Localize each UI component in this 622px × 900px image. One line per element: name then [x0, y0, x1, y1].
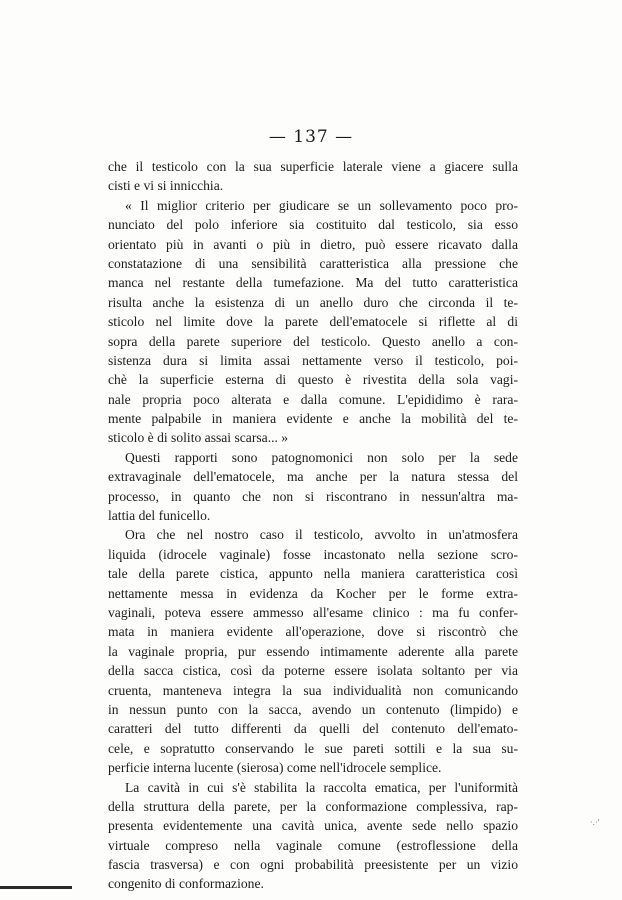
text-line: cruenta, manteneva integra la sua individualità non comunicando	[108, 682, 518, 698]
text-line: mata in maniera evidente all'operazione, dove si riscontrò che	[108, 624, 518, 640]
text-line: nunciato del polo inferiore sia costituito dal testicolo, sia esso	[108, 217, 518, 233]
text-line: della sacca cistica, così da poterne essere isolata soltanto per via	[108, 663, 518, 679]
text-line: della struttura della parete, per la conformazione complessiva, rap-	[108, 798, 518, 814]
text-line: sticolo nel limite dove la parete dell'ematocele si riflette al di	[108, 314, 518, 330]
text-line: « Il miglior criterio per giudicare se un sollevamento poco pro-	[125, 197, 518, 213]
text-line: caratteri del tutto differenti da quelli del contenuto dell'emato-	[108, 721, 518, 737]
text-line: cisti e vi si innicchia.	[108, 178, 224, 194]
text-line: sopra della parete superiore del testicolo. Questo anello a con-	[108, 333, 518, 349]
text-line: tale della parete cistica, appunto nella maniera caratteristica così	[108, 566, 518, 582]
text-line: Questi rapporti sono patognomonici non solo per la sede	[125, 449, 518, 465]
text-line: in nessun punto con la sacca, avendo un contenuto (limpido) e	[108, 701, 518, 717]
text-line: chè la superficie esterna di questo è rivestita della sola vagi-	[108, 372, 518, 388]
page-number: — 137 —	[268, 127, 354, 147]
text-line: vaginali, poteva essere ammesso all'esame clinico : ma fu confer-	[108, 604, 518, 620]
text-line: congenito di conformazione.	[108, 876, 264, 892]
text-line: mente palpabile in maniera evidente e anche la mobilità del te-	[108, 411, 518, 427]
text-line: extravaginale dell'ematocele, ma anche per la natura stessa del	[108, 469, 518, 485]
text-line: La cavità in cui s'è stabilita la raccolta ematica, per l'uniformità	[125, 779, 518, 795]
scan-speck: ·.·'	[590, 818, 600, 827]
text-line: nettamente messa in evidenza da Kocher per le forme extra-	[108, 585, 518, 601]
text-line: nale propria poco alterata e dalla comune. L'epididimo è rara-	[108, 391, 518, 407]
text-line: che il testicolo con la sua superficie laterale viene a giacere sulla	[108, 159, 518, 174]
text-line: fascia trasversa) e con ogni probabilità preesistente per un vizio	[108, 857, 518, 873]
text-line: orientato più in avanti o più in dietro, può essere ricavato dalla	[108, 236, 518, 252]
text-line: sistenza dura si limita assai nettamente verso il testicolo, poi-	[108, 352, 518, 368]
text-line: presenta evidentemente una cavità unica, avente sede nello spazio	[108, 818, 518, 834]
text-line: constatazione di una sensibilità caratteristica alla pressione che	[108, 255, 518, 271]
text-line: risulta anche la esistenza di un anello duro che circonda il te-	[108, 294, 518, 310]
text-line: la vaginale propria, pur essendo intimamente aderente alla parete	[108, 643, 518, 659]
text-line: liquida (idrocele vaginale) fosse incastonato nella sezione scro-	[108, 546, 518, 562]
text-line: lattia del funicello.	[108, 508, 211, 524]
text-line: sticolo è di solito assai scarsa... »	[108, 430, 289, 446]
text-line: perficie interna lucente (sierosa) come nell'idrocele semplice.	[108, 760, 442, 776]
body-text	[108, 157, 518, 894]
text-line: processo, in quanto che non si riscontrano in nessun'altra ma-	[108, 488, 518, 504]
scan-edge-mark	[0, 886, 72, 889]
text-line: Ora che nel nostro caso il testicolo, avvolto in un'atmosfera	[125, 527, 518, 543]
text-line: cele, e sopratutto conservando le sue pareti sottili e la sua su-	[108, 740, 518, 756]
text-line: virtuale compreso nella vaginale comune (estroflessione della	[108, 837, 518, 853]
text-line: manca nel restante della tumefazione. Ma del tutto caratteristica	[108, 275, 518, 291]
